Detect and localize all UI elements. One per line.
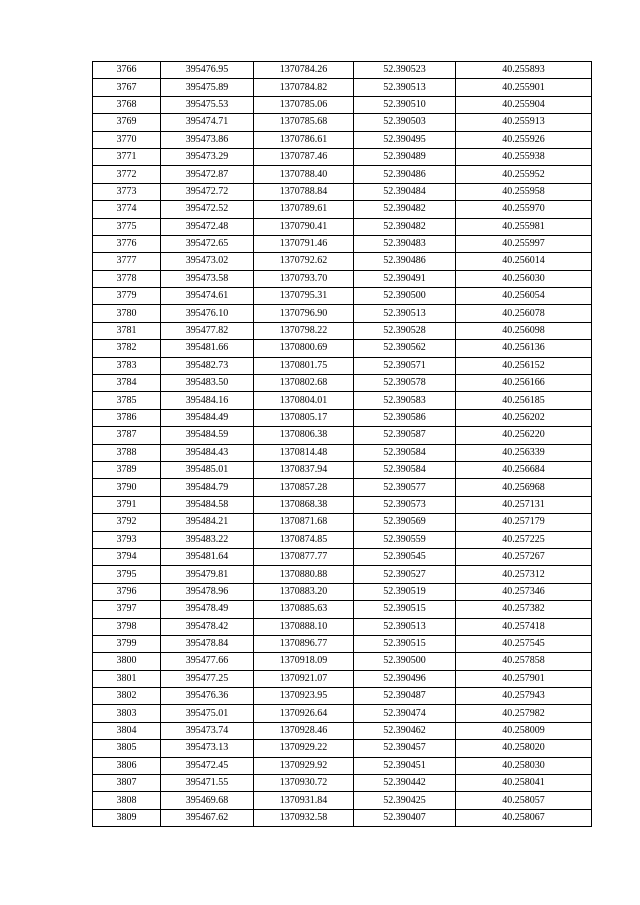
x-coordinate-cell: 395484.16 — [161, 392, 254, 409]
longitude-cell: 40.256030 — [456, 270, 592, 287]
latitude-cell: 52.390510 — [354, 96, 456, 113]
y-coordinate-cell: 1370804.01 — [254, 392, 354, 409]
table-row — [93, 670, 592, 687]
longitude-cell: 40.258041 — [456, 775, 592, 792]
latitude-cell: 52.390483 — [354, 235, 456, 252]
latitude-cell: 52.390559 — [354, 531, 456, 548]
x-coordinate-cell: 395475.53 — [161, 96, 254, 113]
latitude-cell: 52.390515 — [354, 635, 456, 652]
point-number-cell: 3794 — [93, 548, 161, 565]
point-number-cell: 3777 — [93, 253, 161, 270]
table-row — [93, 131, 592, 148]
y-coordinate-cell: 1370926.64 — [254, 705, 354, 722]
y-coordinate-cell: 1370931.84 — [254, 792, 354, 809]
latitude-cell: 52.390487 — [354, 688, 456, 705]
table-row — [93, 357, 592, 374]
latitude-cell: 52.390513 — [354, 305, 456, 322]
point-number-cell: 3806 — [93, 757, 161, 774]
x-coordinate-cell: 395472.45 — [161, 757, 254, 774]
y-coordinate-cell: 1370885.63 — [254, 601, 354, 618]
y-coordinate-cell: 1370871.68 — [254, 514, 354, 531]
table-row — [93, 305, 592, 322]
point-number-cell: 3802 — [93, 688, 161, 705]
y-coordinate-cell: 1370800.69 — [254, 340, 354, 357]
point-number-cell: 3780 — [93, 305, 161, 322]
y-coordinate-cell: 1370883.20 — [254, 583, 354, 600]
longitude-cell: 40.258009 — [456, 722, 592, 739]
longitude-cell: 40.256136 — [456, 340, 592, 357]
latitude-cell: 52.390523 — [354, 62, 456, 79]
point-number-cell: 3798 — [93, 618, 161, 635]
point-number-cell: 3776 — [93, 235, 161, 252]
y-coordinate-cell: 1370796.90 — [254, 305, 354, 322]
x-coordinate-cell: 395477.82 — [161, 322, 254, 339]
y-coordinate-cell: 1370788.84 — [254, 183, 354, 200]
point-number-cell: 3770 — [93, 131, 161, 148]
latitude-cell: 52.390562 — [354, 340, 456, 357]
latitude-cell: 52.390457 — [354, 740, 456, 757]
point-number-cell: 3773 — [93, 183, 161, 200]
y-coordinate-cell: 1370801.75 — [254, 357, 354, 374]
y-coordinate-cell: 1370784.26 — [254, 62, 354, 79]
longitude-cell: 40.257267 — [456, 548, 592, 565]
latitude-cell: 52.390569 — [354, 514, 456, 531]
x-coordinate-cell: 395473.58 — [161, 270, 254, 287]
latitude-cell: 52.390442 — [354, 775, 456, 792]
longitude-cell: 40.255981 — [456, 218, 592, 235]
point-number-cell: 3793 — [93, 531, 161, 548]
y-coordinate-cell: 1370798.22 — [254, 322, 354, 339]
point-number-cell: 3785 — [93, 392, 161, 409]
table-row — [93, 201, 592, 218]
table-row — [93, 792, 592, 809]
longitude-cell: 40.256220 — [456, 427, 592, 444]
y-coordinate-cell: 1370929.22 — [254, 740, 354, 757]
x-coordinate-cell: 395484.49 — [161, 409, 254, 426]
x-coordinate-cell: 395483.22 — [161, 531, 254, 548]
table-row — [93, 62, 592, 79]
longitude-cell: 40.257131 — [456, 496, 592, 513]
table-row — [93, 288, 592, 305]
longitude-cell: 40.256339 — [456, 444, 592, 461]
longitude-cell: 40.257312 — [456, 566, 592, 583]
longitude-cell: 40.255938 — [456, 148, 592, 165]
x-coordinate-cell: 395472.48 — [161, 218, 254, 235]
latitude-cell: 52.390500 — [354, 288, 456, 305]
x-coordinate-cell: 395471.55 — [161, 775, 254, 792]
x-coordinate-cell: 395469.68 — [161, 792, 254, 809]
x-coordinate-cell: 395474.61 — [161, 288, 254, 305]
point-number-cell: 3767 — [93, 79, 161, 96]
x-coordinate-cell: 395472.52 — [161, 201, 254, 218]
y-coordinate-cell: 1370857.28 — [254, 479, 354, 496]
x-coordinate-cell: 395473.13 — [161, 740, 254, 757]
latitude-cell: 52.390545 — [354, 548, 456, 565]
y-coordinate-cell: 1370787.46 — [254, 148, 354, 165]
longitude-cell: 40.256166 — [456, 375, 592, 392]
latitude-cell: 52.390583 — [354, 392, 456, 409]
point-number-cell: 3766 — [93, 62, 161, 79]
table-row — [93, 740, 592, 757]
longitude-cell: 40.256185 — [456, 392, 592, 409]
longitude-cell: 40.256202 — [456, 409, 592, 426]
table-row — [93, 705, 592, 722]
y-coordinate-cell: 1370928.46 — [254, 722, 354, 739]
y-coordinate-cell: 1370791.46 — [254, 235, 354, 252]
longitude-cell: 40.256152 — [456, 357, 592, 374]
latitude-cell: 52.390578 — [354, 375, 456, 392]
longitude-cell: 40.255958 — [456, 183, 592, 200]
table-row — [93, 409, 592, 426]
point-number-cell: 3779 — [93, 288, 161, 305]
longitude-cell: 40.255901 — [456, 79, 592, 96]
latitude-cell: 52.390484 — [354, 183, 456, 200]
longitude-cell: 40.255904 — [456, 96, 592, 113]
x-coordinate-cell: 395484.79 — [161, 479, 254, 496]
latitude-cell: 52.390462 — [354, 722, 456, 739]
point-number-cell: 3775 — [93, 218, 161, 235]
y-coordinate-cell: 1370930.72 — [254, 775, 354, 792]
y-coordinate-cell: 1370868.38 — [254, 496, 354, 513]
point-number-cell: 3771 — [93, 148, 161, 165]
point-number-cell: 3781 — [93, 322, 161, 339]
x-coordinate-cell: 395478.96 — [161, 583, 254, 600]
y-coordinate-cell: 1370929.92 — [254, 757, 354, 774]
table-row — [93, 496, 592, 513]
point-number-cell: 3803 — [93, 705, 161, 722]
longitude-cell: 40.257901 — [456, 670, 592, 687]
y-coordinate-cell: 1370795.31 — [254, 288, 354, 305]
y-coordinate-cell: 1370785.68 — [254, 114, 354, 131]
x-coordinate-cell: 395485.01 — [161, 461, 254, 478]
point-number-cell: 3769 — [93, 114, 161, 131]
x-coordinate-cell: 395478.49 — [161, 601, 254, 618]
longitude-cell: 40.257858 — [456, 653, 592, 670]
point-number-cell: 3774 — [93, 201, 161, 218]
y-coordinate-cell: 1370874.85 — [254, 531, 354, 548]
table-row — [93, 653, 592, 670]
latitude-cell: 52.390496 — [354, 670, 456, 687]
table-row — [93, 566, 592, 583]
y-coordinate-cell: 1370792.62 — [254, 253, 354, 270]
coordinates-table — [92, 61, 592, 827]
longitude-cell: 40.256098 — [456, 322, 592, 339]
latitude-cell: 52.390527 — [354, 566, 456, 583]
y-coordinate-cell: 1370785.06 — [254, 96, 354, 113]
longitude-cell: 40.256014 — [456, 253, 592, 270]
latitude-cell: 52.390584 — [354, 444, 456, 461]
x-coordinate-cell: 395473.74 — [161, 722, 254, 739]
point-number-cell: 3790 — [93, 479, 161, 496]
table-row — [93, 583, 592, 600]
point-number-cell: 3783 — [93, 357, 161, 374]
longitude-cell: 40.255997 — [456, 235, 592, 252]
point-number-cell: 3791 — [93, 496, 161, 513]
longitude-cell: 40.258020 — [456, 740, 592, 757]
longitude-cell: 40.255952 — [456, 166, 592, 183]
point-number-cell: 3768 — [93, 96, 161, 113]
y-coordinate-cell: 1370790.41 — [254, 218, 354, 235]
y-coordinate-cell: 1370880.88 — [254, 566, 354, 583]
x-coordinate-cell: 395479.81 — [161, 566, 254, 583]
latitude-cell: 52.390495 — [354, 131, 456, 148]
point-number-cell: 3799 — [93, 635, 161, 652]
longitude-cell: 40.257346 — [456, 583, 592, 600]
x-coordinate-cell: 395477.66 — [161, 653, 254, 670]
y-coordinate-cell: 1370932.58 — [254, 809, 354, 826]
x-coordinate-cell: 395472.72 — [161, 183, 254, 200]
table-row — [93, 218, 592, 235]
table-row — [93, 79, 592, 96]
longitude-cell: 40.256968 — [456, 479, 592, 496]
x-coordinate-cell: 395481.64 — [161, 548, 254, 565]
point-number-cell: 3797 — [93, 601, 161, 618]
longitude-cell: 40.255926 — [456, 131, 592, 148]
y-coordinate-cell: 1370923.95 — [254, 688, 354, 705]
point-number-cell: 3788 — [93, 444, 161, 461]
latitude-cell: 52.390503 — [354, 114, 456, 131]
y-coordinate-cell: 1370806.38 — [254, 427, 354, 444]
y-coordinate-cell: 1370896.77 — [254, 635, 354, 652]
table-row — [93, 114, 592, 131]
y-coordinate-cell: 1370888.10 — [254, 618, 354, 635]
table-row — [93, 775, 592, 792]
x-coordinate-cell: 395477.25 — [161, 670, 254, 687]
latitude-cell: 52.390513 — [354, 618, 456, 635]
y-coordinate-cell: 1370805.17 — [254, 409, 354, 426]
latitude-cell: 52.390486 — [354, 253, 456, 270]
longitude-cell: 40.256684 — [456, 461, 592, 478]
x-coordinate-cell: 395476.10 — [161, 305, 254, 322]
table-row — [93, 322, 592, 339]
table-row — [93, 722, 592, 739]
latitude-cell: 52.390515 — [354, 601, 456, 618]
x-coordinate-cell: 395478.84 — [161, 635, 254, 652]
longitude-cell: 40.258030 — [456, 757, 592, 774]
latitude-cell: 52.390528 — [354, 322, 456, 339]
x-coordinate-cell: 395472.65 — [161, 235, 254, 252]
latitude-cell: 52.390407 — [354, 809, 456, 826]
x-coordinate-cell: 395484.21 — [161, 514, 254, 531]
longitude-cell: 40.255913 — [456, 114, 592, 131]
longitude-cell: 40.257418 — [456, 618, 592, 635]
point-number-cell: 3786 — [93, 409, 161, 426]
latitude-cell: 52.390586 — [354, 409, 456, 426]
table-row — [93, 148, 592, 165]
point-number-cell: 3805 — [93, 740, 161, 757]
point-number-cell: 3784 — [93, 375, 161, 392]
table-row — [93, 375, 592, 392]
point-number-cell: 3801 — [93, 670, 161, 687]
x-coordinate-cell: 395476.36 — [161, 688, 254, 705]
table-row — [93, 531, 592, 548]
table-row — [93, 427, 592, 444]
table-row — [93, 270, 592, 287]
x-coordinate-cell: 395478.42 — [161, 618, 254, 635]
point-number-cell: 3778 — [93, 270, 161, 287]
y-coordinate-cell: 1370877.77 — [254, 548, 354, 565]
latitude-cell: 52.390573 — [354, 496, 456, 513]
x-coordinate-cell: 395482.73 — [161, 357, 254, 374]
table-row — [93, 514, 592, 531]
x-coordinate-cell: 395473.02 — [161, 253, 254, 270]
latitude-cell: 52.390584 — [354, 461, 456, 478]
point-number-cell: 3792 — [93, 514, 161, 531]
y-coordinate-cell: 1370788.40 — [254, 166, 354, 183]
x-coordinate-cell: 395474.71 — [161, 114, 254, 131]
table-row — [93, 253, 592, 270]
latitude-cell: 52.390519 — [354, 583, 456, 600]
table-row — [93, 461, 592, 478]
longitude-cell: 40.256078 — [456, 305, 592, 322]
table-row — [93, 235, 592, 252]
latitude-cell: 52.390500 — [354, 653, 456, 670]
table-row — [93, 166, 592, 183]
table-row — [93, 618, 592, 635]
table-row — [93, 96, 592, 113]
coordinates-table-body — [93, 62, 592, 827]
y-coordinate-cell: 1370814.48 — [254, 444, 354, 461]
table-row — [93, 601, 592, 618]
x-coordinate-cell: 395475.01 — [161, 705, 254, 722]
y-coordinate-cell: 1370786.61 — [254, 131, 354, 148]
point-number-cell: 3789 — [93, 461, 161, 478]
latitude-cell: 52.390482 — [354, 218, 456, 235]
longitude-cell: 40.257545 — [456, 635, 592, 652]
x-coordinate-cell: 395467.62 — [161, 809, 254, 826]
longitude-cell: 40.257982 — [456, 705, 592, 722]
longitude-cell: 40.255893 — [456, 62, 592, 79]
y-coordinate-cell: 1370784.82 — [254, 79, 354, 96]
latitude-cell: 52.390482 — [354, 201, 456, 218]
x-coordinate-cell: 395473.86 — [161, 131, 254, 148]
point-number-cell: 3808 — [93, 792, 161, 809]
longitude-cell: 40.258067 — [456, 809, 592, 826]
longitude-cell: 40.255970 — [456, 201, 592, 218]
table-row — [93, 635, 592, 652]
y-coordinate-cell: 1370802.68 — [254, 375, 354, 392]
point-number-cell: 3800 — [93, 653, 161, 670]
latitude-cell: 52.390491 — [354, 270, 456, 287]
longitude-cell: 40.257382 — [456, 601, 592, 618]
latitude-cell: 52.390513 — [354, 79, 456, 96]
y-coordinate-cell: 1370793.70 — [254, 270, 354, 287]
longitude-cell: 40.258057 — [456, 792, 592, 809]
latitude-cell: 52.390571 — [354, 357, 456, 374]
table-row — [93, 444, 592, 461]
point-number-cell: 3772 — [93, 166, 161, 183]
table-row — [93, 479, 592, 496]
x-coordinate-cell: 395481.66 — [161, 340, 254, 357]
longitude-cell: 40.257943 — [456, 688, 592, 705]
x-coordinate-cell: 395484.43 — [161, 444, 254, 461]
y-coordinate-cell: 1370789.61 — [254, 201, 354, 218]
latitude-cell: 52.390451 — [354, 757, 456, 774]
point-number-cell: 3809 — [93, 809, 161, 826]
latitude-cell: 52.390587 — [354, 427, 456, 444]
latitude-cell: 52.390425 — [354, 792, 456, 809]
table-row — [93, 340, 592, 357]
point-number-cell: 3787 — [93, 427, 161, 444]
table-row — [93, 183, 592, 200]
point-number-cell: 3804 — [93, 722, 161, 739]
x-coordinate-cell: 395483.50 — [161, 375, 254, 392]
table-row — [93, 548, 592, 565]
x-coordinate-cell: 395484.59 — [161, 427, 254, 444]
latitude-cell: 52.390486 — [354, 166, 456, 183]
x-coordinate-cell: 395472.87 — [161, 166, 254, 183]
table-row — [93, 392, 592, 409]
table-row — [93, 757, 592, 774]
x-coordinate-cell: 395484.58 — [161, 496, 254, 513]
point-number-cell: 3807 — [93, 775, 161, 792]
y-coordinate-cell: 1370918.09 — [254, 653, 354, 670]
table-row — [93, 688, 592, 705]
point-number-cell: 3782 — [93, 340, 161, 357]
table-row — [93, 809, 592, 826]
point-number-cell: 3796 — [93, 583, 161, 600]
longitude-cell: 40.257179 — [456, 514, 592, 531]
longitude-cell: 40.257225 — [456, 531, 592, 548]
x-coordinate-cell: 395475.89 — [161, 79, 254, 96]
x-coordinate-cell: 395473.29 — [161, 148, 254, 165]
latitude-cell: 52.390474 — [354, 705, 456, 722]
latitude-cell: 52.390489 — [354, 148, 456, 165]
latitude-cell: 52.390577 — [354, 479, 456, 496]
y-coordinate-cell: 1370837.94 — [254, 461, 354, 478]
x-coordinate-cell: 395476.95 — [161, 62, 254, 79]
longitude-cell: 40.256054 — [456, 288, 592, 305]
y-coordinate-cell: 1370921.07 — [254, 670, 354, 687]
point-number-cell: 3795 — [93, 566, 161, 583]
